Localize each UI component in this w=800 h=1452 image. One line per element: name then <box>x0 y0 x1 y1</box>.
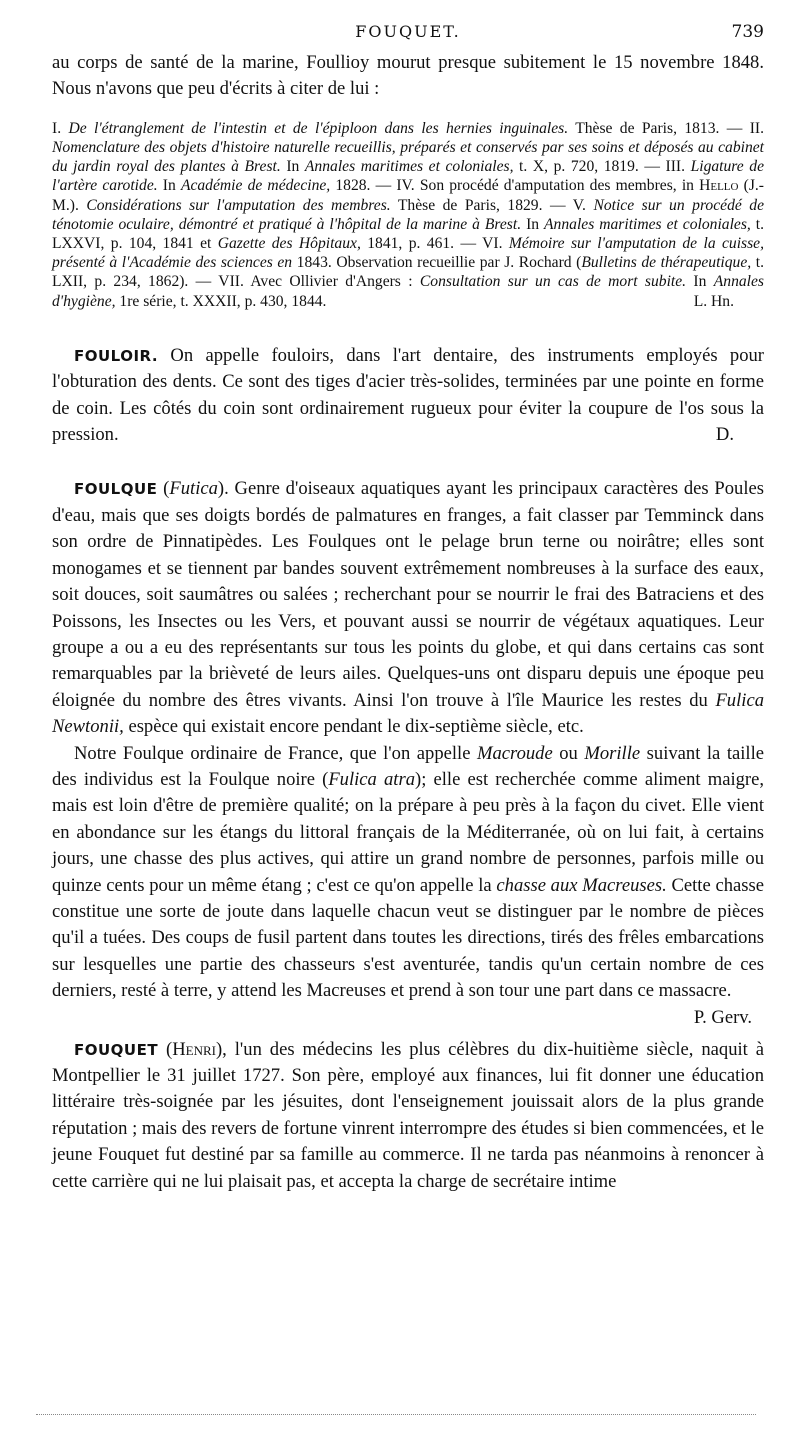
bibliography-text: I. De l'étranglement de l'intestin et de l'épiploon dans les hernies inguinales. Thèse de Paris, 1813. — II. Nomenclature des objets d'histoire naturelle recueillis, préparés et conservés par ses soins et déposés au cabinet du jardin royal des plantes à Brest. In Annales maritimes et coloniales, t. X, p. 720, 1819. — III. Ligature de l'artère carotide. In Académie de médecine, 1828. — IV. Son procédé d'amputation des membres, in Hello (J.-M.). Considérations sur l'amputation des membres. Thèse de Paris, 1829. — V. Notice sur un procédé de ténotomie oculaire, démontré et pratiqué à l'hôpital de la marine à Brest. In Annales maritimes et coloniales, t. LXXVI, p. 104, 1841 et Gazette des Hôpitaux, 1841, p. 461. — VI. Mémoire sur l'amputation de la cuisse, présenté à l'Académie des sciences en 1843. Observation recueillie par J. Rochard (Bulletins de thérapeutique, t. LXII, p. 234, 1862). — VII. Avec Ollivier d'Angers : Consultation sur un cas de mort subite. In Annales d'hygiène, 1re série, t. XXXII, p. 430, 1844. <box>52 119 765 310</box>
fouloir-text: On appelle fouloirs, dans l'art dentaire, des instruments employés pour l'obturation des dents. Ce sont des tiges d'acier très-solides, terminées par une pointe en forme de coin. Les côtés du coin sont ordinairement rugueux pour éviter la coupure de l'os sous la pression. <box>52 344 764 446</box>
entry-fouloir <box>52 343 764 449</box>
entry-foulque <box>52 476 764 740</box>
headword-fouloir: FOULOIR. <box>74 346 159 365</box>
signature-d: D. <box>715 424 734 446</box>
fouquet-name: (Henri), <box>158 1038 227 1060</box>
intro-paragraph: au corps de santé de la marine, Foullioy mourut presque subitement le 15 novembre 1848. Nous n'avons que peu d'écrits à citer de lui : <box>52 52 764 100</box>
running-head <box>52 22 764 44</box>
entry-fouquet <box>52 1037 764 1195</box>
signature-p-gerv: P. Gerv. <box>693 1006 752 1028</box>
foulque-paragraph-2-block <box>52 741 764 1028</box>
signature-l-hn: L. Hn. <box>693 292 734 310</box>
fouquet-text: l'un des médecins les plus célèbres du dix-huitième siècle, naquit à Montpellier le 31 juillet 1727. Son père, employé aux finances, lui fit donner une éducation littéraire très-soignée par les jésuites, dont l'enseignement jouissait alors de la plus grande réputation ; mais des revers de fortune vinrent interrompre des études si bien commencées, et le jeune Fouquet fut destiné par sa famille au commerce. Il ne tarda pas néanmoins à renoncer à cette carrière qui ne lui plaisait pas, et accepta la charge de secrétaire intime <box>52 1038 764 1192</box>
footer-rule <box>36 1414 756 1415</box>
headword-fouquet: FOUQUET <box>74 1040 159 1059</box>
running-title: FOUQUET. <box>355 22 461 41</box>
headword-foulque: FOULQUE <box>74 480 158 499</box>
page-number: 739 <box>731 22 764 42</box>
foulque-paragraph-2: Notre Foulque ordinaire de France, que l'on appelle Macroude ou Morille suivant la taille des individus est la Foulque noire (Fulica atra); elle est recherchée comme aliment maigre, mais est loin d'être de première qualité; on la prépare à peu près à la façon du civet. Elle vient en abondance sur les étangs du littoral français de la Méditerranée, où on lui fait, à certains jours, une chasse des plus actives, qui attire un grand nombre de personnes, parfois mille ou quinze cents pour un même étang ; c'est ce qu'on appelle la chasse aux Macreuses. Cette chasse constitue une sorte de joute dans laquelle chacun veut se distinguer par le nombre de pièces qu'il a tuées. Des coups de fusil partent dans toutes les directions, tirés des frêles embarcations sur lesquelles une partie des chasseurs s'est aventurée, tandis qu'un certain nombre de ces derniers, resté à terre, y attend les Macreuses et prend à son tour une part dans ce massacre. <box>52 742 764 1002</box>
foulque-paragraph-1: (Futica). Genre d'oiseaux aquatiques ayant les principaux caractères des Poules d'eau, mais que ses doigts bordés de palmatures en franges, a fait classer par Temminck dans son ordre de Pinnatipèdes. Les Foulques ont le pelage brun terne ou noirâtre; elles sont monogames et se tiennent par bandes souvent extrêmement nombreuses à la surface des eaux, soit douces, soit saumâtres ou salées ; recherchant pour se nourrir le frai des Batraciens et des Poissons, les Insectes ou les Vers, et pouvant aussi se nourrir de végétaux aquatiques. Leur groupe a ou a eu des représentants sur tous les points du globe, et qui dans certains cas sont remarquables par la brièveté de leurs ailes. Quelques-uns ont disparu depuis une époque peu éloignée du nombre des êtres vivants. Ainsi l'on trouve à l'île Maurice les restes du Fulica Newtonii, espèce qui existait encore pendant le dix-septième siècle, etc. <box>52 478 765 738</box>
bibliography <box>52 119 764 311</box>
